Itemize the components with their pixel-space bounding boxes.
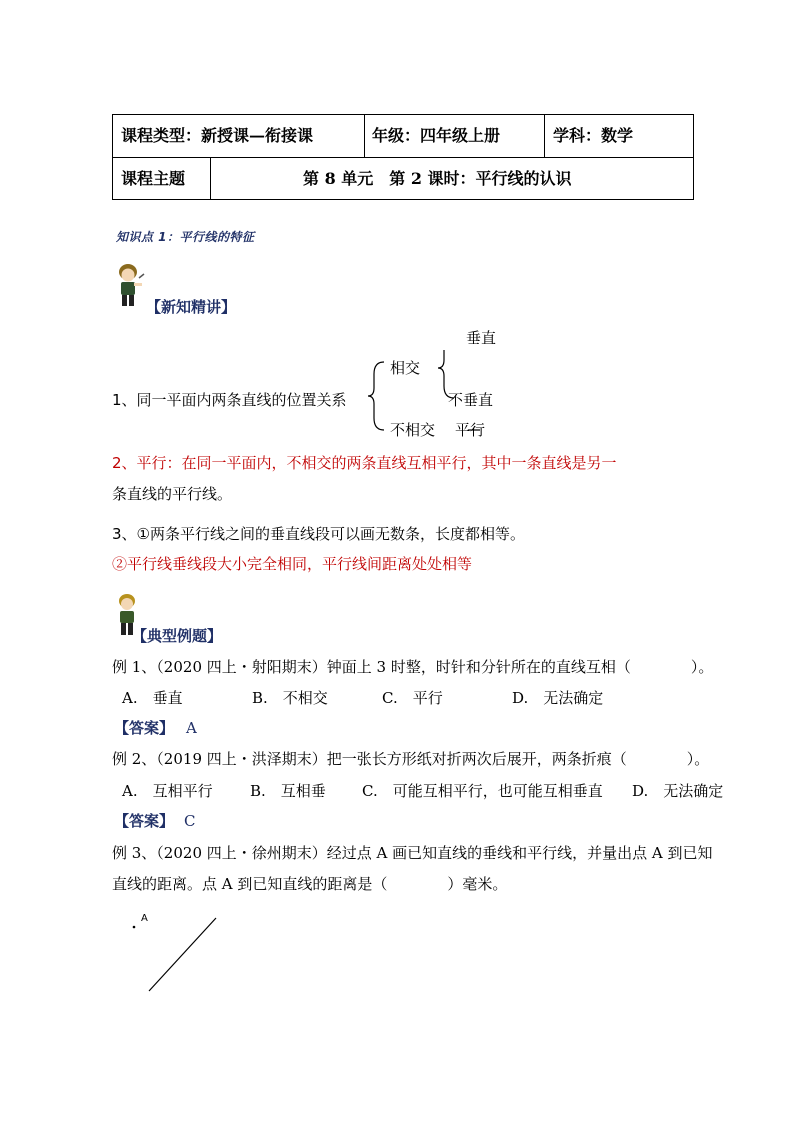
example1-option-d: D. 无法确定 xyxy=(512,689,604,707)
divider xyxy=(364,115,365,157)
section-examples: 【典型例题】 xyxy=(132,627,223,645)
example2-answer-label: 【答案】 xyxy=(114,812,175,830)
point-and-line-figure xyxy=(120,905,240,1005)
example3-line1: 例 3、（2020 四上・徐州期末）经过点 A 画已知直线的垂线和平行线，并量出点 A 到已知 xyxy=(112,844,713,862)
given-line xyxy=(149,918,216,991)
item3-line2: ②平行线垂线段大小完全相同，平行线间距离处处相等 xyxy=(112,555,473,573)
subject: 学科：数学 xyxy=(553,126,634,145)
example2-option-a: A. 互相平行 xyxy=(122,782,213,800)
course-header-table xyxy=(112,114,694,200)
perpendicular-label: 垂直 xyxy=(466,329,497,347)
example1-option-c: C. 平行 xyxy=(382,689,443,707)
divider xyxy=(113,157,693,158)
intersect-label: 相交 xyxy=(390,359,421,377)
example2-answer: C xyxy=(184,812,196,830)
item2-line1: 2、平行：在同一平面内，不相交的两条直线互相平行，其中一条直线是另一 xyxy=(112,454,617,472)
example1-answer-label: 【答案】 xyxy=(114,719,175,737)
parallel-label: 平行 xyxy=(455,421,486,439)
example3-line2: 直线的距离。点 A 到已知直线的距离是（ ）毫米。 xyxy=(112,875,508,893)
example2-option-b: B. 互相垂 xyxy=(250,782,326,800)
divider xyxy=(210,157,211,200)
example2-question: 例 2、（2019 四上・洪泽期末）把一张长方形纸对折两次后展开，两条折痕（ ）。 xyxy=(112,750,710,768)
item3-line1: 3、①两条平行线之间的垂直线段可以画无数条，长度都相等。 xyxy=(112,525,525,543)
example2-option-c: C. 可能互相平行，也可能互相垂直 xyxy=(362,782,603,800)
example1-option-b: B. 不相交 xyxy=(252,689,328,707)
item1-text: 1、同一平面内两条直线的位置关系 xyxy=(112,391,347,409)
not-intersect-label: 不相交 xyxy=(390,421,436,439)
point-a-label: A xyxy=(141,913,148,924)
example1-question: 例 1、（2020 四上・射阳期末）钟面上 3 时整，时针和分针所在的直线互相（ ）。 xyxy=(112,658,714,676)
grade: 年级：四年级上册 xyxy=(372,126,501,145)
divider xyxy=(544,115,545,157)
cartoon-boy-icon xyxy=(112,262,146,310)
topic-label: 课程主题 xyxy=(121,169,186,188)
not-perpendicular-label: 不垂直 xyxy=(448,391,494,409)
course-type: 课程类型：新授课—衔接课 xyxy=(121,126,314,145)
knowledge-point-heading: 知识点 1：平行线的特征 xyxy=(116,230,255,244)
point-a xyxy=(133,926,136,929)
example1-answer: A xyxy=(186,719,197,737)
section-new-knowledge: 【新知精讲】 xyxy=(146,298,237,316)
example1-option-a: A. 垂直 xyxy=(122,689,183,707)
item2-line2: 条直线的平行线。 xyxy=(112,485,233,503)
example2-option-d: D. 无法确定 xyxy=(632,782,724,800)
topic-value: 第 8 单元 第 2 课时：平行线的认识 xyxy=(303,169,572,188)
